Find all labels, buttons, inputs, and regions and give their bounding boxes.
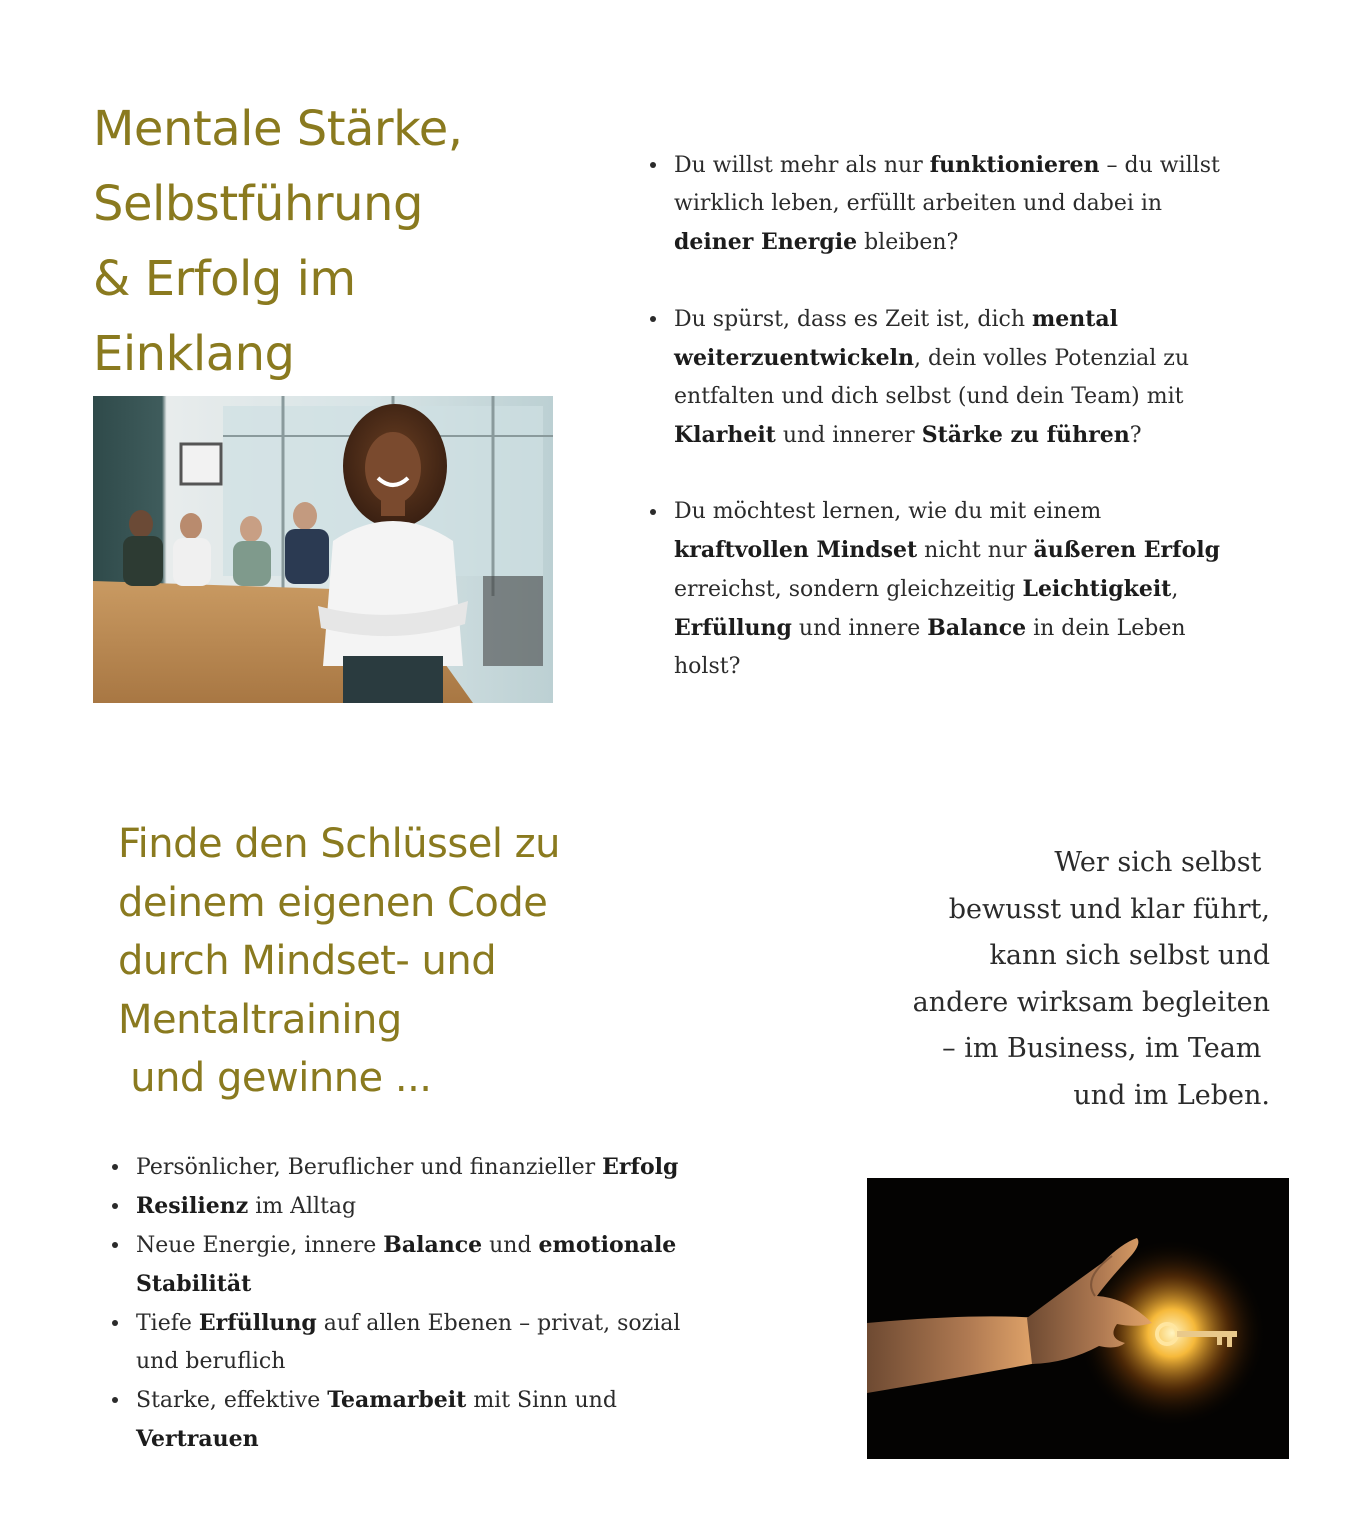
list-item: Du möchtest lernen, wie du mit einem kraftvollen Mindset nicht nur äußeren Erfolg erreichst, sondern gleichzeitig Leichtigkeit, Erfüllung und innere Balance in dein Leben holst? [646,493,1236,686]
quote-line: kann sich selbst und [989,940,1270,971]
quote-line: andere wirksam begleiten [912,986,1270,1018]
hero-title-line: Mentale Stärke, [93,101,463,157]
list-item: Neue Energie, innere Balance und emotionale Stabilität [108,1226,728,1304]
section-title-line: deinem eigenen Code [118,879,548,926]
hero-title-line: & Erfolg im [93,251,356,307]
section-title-line: durch Mindset- und [118,938,497,984]
team-meeting-photo [93,396,553,703]
quote-line: bewusst und klar führt, [948,893,1270,925]
hero-title-line: Selbstführung [93,176,423,232]
section-title-line: und gewinne ... [118,1055,432,1101]
section-title-line: Mentaltraining [118,996,402,1043]
hero-title-line: Einklang [93,326,295,382]
list-item: Starke, effektive Teamarbeit mit Sinn und Vertrauen [108,1381,728,1459]
quote-block [850,840,1270,1119]
quote-line: – im Business, im Team [942,1033,1270,1064]
hero-title [93,92,593,392]
list-item: Tiefe Erfüllung auf allen Ebenen – privat, sozial und beruflich [108,1304,728,1381]
list-item: Du spürst, dass es Zeit ist, dich mental weiterzuentwickeln, dein volles Potenzial zu entfalten und dich selbst (und dein Team) mit Klarheit und innerer Stärke zu führen? [646,300,1236,455]
section-title [118,815,678,1108]
list-item: Du willst mehr als nur funktionieren – du willst wirklich leben, erfüllt arbeiten und dabei in deiner Energie bleiben? [646,146,1236,262]
quote-line: und im Leben. [1073,1079,1270,1111]
section-title-line: Finde den Schlüssel zu [118,821,561,867]
quote-line: Wer sich selbst [1054,847,1270,878]
list-item: Persönlicher, Beruflicher und finanzieller Erfolg [108,1148,728,1187]
intro-question-list [646,146,1236,724]
benefits-list [108,1148,728,1459]
list-item: Resilienz im Alltag [108,1187,728,1226]
hand-key-photo [867,1178,1289,1459]
